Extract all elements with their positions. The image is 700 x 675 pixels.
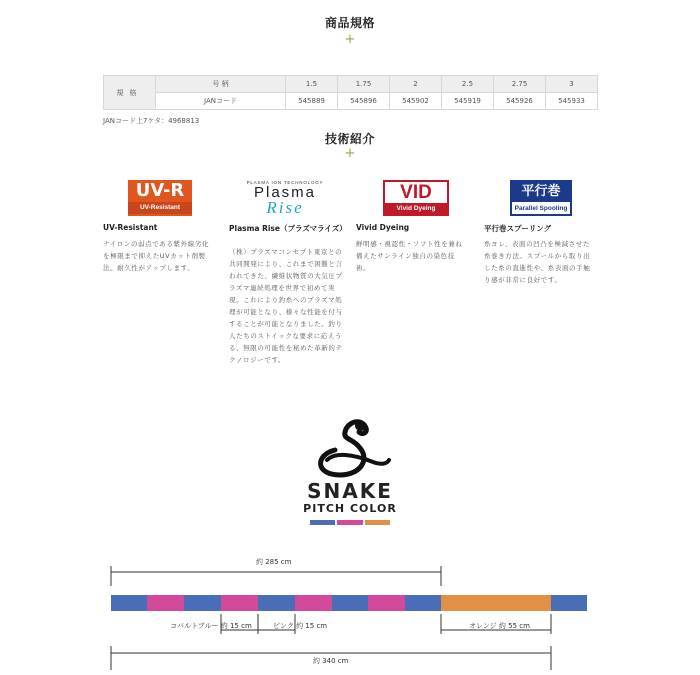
spec-row-label: 規格 — [104, 76, 156, 110]
spec-jan-cell: 545926 — [494, 93, 546, 110]
pitch-diagram — [0, 550, 700, 675]
feature-body-parallel: 糸ヨレ、表面の凹凸を極減させた糸巻き方法。スプールから取り出した糸の直進性や、糸表面の手触り感が非常に良好です。 — [484, 240, 591, 284]
spec-header-size: 号 柄 — [156, 76, 286, 93]
parallel-logo-sub: Parallel Spooling — [514, 205, 568, 212]
uv-r-logo-sub: UV-Resistant — [128, 202, 192, 214]
spec-jan-cell: 545902 — [390, 93, 442, 110]
snake-color-pink — [337, 520, 362, 525]
spec-col: 3 — [546, 76, 598, 93]
vid-logo-main: VID — [400, 182, 432, 203]
spec-jan-cell: 545919 — [442, 93, 494, 110]
plasma-logo-main: Plasma — [253, 184, 317, 201]
feature-body-vid: 鮮明感・視認性・ソフト性を兼ね備えたサンライン独自の染色技術。 — [356, 240, 463, 272]
pitch-color-bar — [111, 595, 587, 611]
snake-logo-subtitle: PITCH COLOR — [303, 502, 397, 515]
feature-title-uv: UV-Resistant — [103, 223, 158, 232]
feature-title-vid: Vivid Dyeing — [356, 223, 410, 232]
spec-plus-icon: + — [344, 32, 356, 47]
spec-jan-cell: 545933 — [546, 93, 598, 110]
feature-body-plasma: （株）プラズマコンセプト東京との共同開発により、これまで困難と言われてきた、繊維状物質の大気圧プラズマ連続処理を世界で初めて実現。これにより釣糸へのプラズマ処理が可能となり、様々な性能を付与することが可能となりました。釣り人たちのストイックな要求に応えうる、無限の可能性を秘めた革新的テクノロジーです。 — [229, 248, 343, 364]
orange-length-label: オレンジ 約 55 cm — [469, 622, 530, 630]
plasma-logo-top: PLASMA ION TECHNOLOGY — [246, 180, 324, 185]
spec-col: 1.5 — [286, 76, 338, 93]
plasma-logo-sub: Rise — [266, 198, 304, 217]
vid-logo-sub: Vivid Dyeing — [385, 203, 447, 214]
spec-col: 2.75 — [494, 76, 546, 93]
spec-col: 1.75 — [338, 76, 390, 93]
spec-table — [103, 75, 598, 110]
parallel-logo-main: 平行巻 — [512, 182, 570, 202]
snake-logo-title: SNAKE — [307, 479, 393, 503]
snake-color-orange — [365, 520, 390, 525]
tech-section-title: 技術紹介 — [324, 132, 375, 146]
top-length-label: 約 285 cm — [256, 558, 292, 566]
snake-color-blue — [310, 520, 335, 525]
total-length-label: 約 340 cm — [313, 657, 349, 665]
table-row — [104, 76, 598, 93]
spec-col: 2.5 — [442, 76, 494, 93]
vid-logo — [383, 180, 449, 216]
plasma-rise-logo — [240, 180, 330, 216]
uv-r-logo — [128, 180, 192, 216]
spec-jan-cell: 545889 — [286, 93, 338, 110]
parallel-spooling-logo — [510, 180, 572, 216]
cobalt-length-label: コバルトブルー 約 15 cm — [170, 622, 252, 630]
pink-length-label: ピンク 約 15 cm — [273, 622, 328, 630]
spec-header-jan: JANコード — [156, 93, 286, 110]
feature-body-uv: ナイロンの弱点である紫外線劣化を極限まで抑えたUVカット剤製法。耐久性がアップします。 — [103, 240, 210, 272]
spec-jan-cell: 545896 — [338, 93, 390, 110]
jan-note: JANコード上7ケタ：4968813 — [103, 117, 200, 125]
snake-color-bar — [310, 520, 390, 525]
spec-section-title: 商品規格 — [324, 16, 375, 30]
table-row — [104, 93, 598, 110]
spec-col: 2 — [390, 76, 442, 93]
feature-title-plasma: Plasma Rise（プラズマライズ） — [229, 224, 347, 233]
snake-icon — [305, 410, 395, 480]
uv-r-logo-main: UV-R — [135, 180, 185, 201]
tech-plus-icon: + — [344, 146, 356, 161]
feature-title-parallel: 平行巻スプーリング — [484, 224, 552, 233]
